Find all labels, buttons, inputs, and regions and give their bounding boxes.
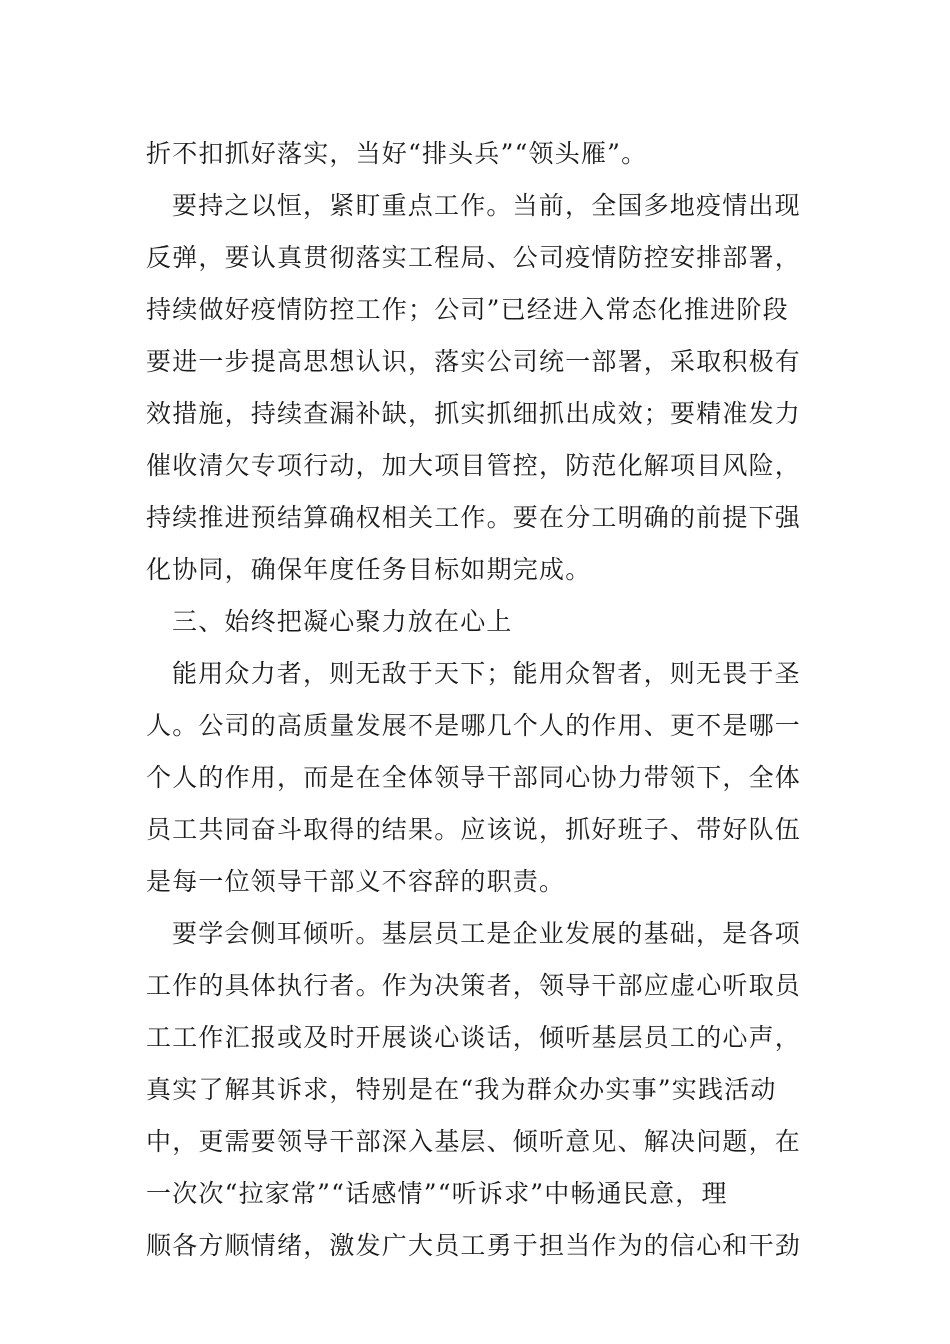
text-line: 员工共同奋斗取得的结果。应该说，抓好班子、带好队伍 <box>146 815 802 844</box>
text-line: 是每一位领导干部义不容辞的职责。 <box>146 867 566 896</box>
text-line: 化协同，确保年度任务目标如期完成。 <box>146 555 592 584</box>
text-line: 个人的作用，而是在全体领导干部同心协力带领下，全体 <box>146 763 802 792</box>
text-line: 真实了解其诉求，特别是在“我为群众办实事”实践活动 <box>146 1075 777 1104</box>
text-line: 中，更需要领导干部深入基层、倾听意见、解决问题，在 <box>146 1127 802 1156</box>
text-line: 工作的具体执行者。作为决策者，领导干部应虚心听取员 <box>146 971 802 1000</box>
text-line: 持续推进预结算确权相关工作。要在分工明确的前提下强 <box>146 503 802 532</box>
text-line: 效措施，持续查漏补缺，抓实抓细抓出成效；要精准发力 <box>146 399 802 428</box>
text-line: 一次次“拉家常”“话感情”“听诉求”中畅通民意，理 <box>146 1179 728 1208</box>
paragraph-start-line: 能用众力者，则无敌于天下；能用众智者，则无畏于圣 <box>172 659 801 688</box>
text-line: 顺各方顺情绪，激发广大员工勇于担当作为的信心和干劲 <box>146 1231 802 1260</box>
text-line: 要进一步提高思想认识，落实公司统一部署，采取积极有 <box>146 347 802 376</box>
paragraph-start-line: 要学会侧耳倾听。基层员工是企业发展的基础，是各项 <box>172 919 801 948</box>
body-text <box>146 128 806 1272</box>
paragraph-start-line: 要持之以恒，紧盯重点工作。当前，全国多地疫情出现 <box>172 191 801 220</box>
text-line: 人。公司的高质量发展不是哪几个人的作用、更不是哪一 <box>146 711 802 740</box>
text-line: 持续做好疫情防控工作；公司”已经进入常态化推进阶段 <box>146 295 789 324</box>
section-heading: 三、始终把凝心聚力放在心上 <box>172 607 513 636</box>
text-line: 工工作汇报或及时开展谈心谈话，倾听基层员工的心声， <box>146 1023 802 1052</box>
text-line: 反弹，要认真贯彻落实工程局、公司疫情防控安排部署， <box>146 243 802 272</box>
text-line: 催收清欠专项行动，加大项目管控，防范化解项目风险， <box>146 451 802 480</box>
text-line: 折不扣抓好落实，当好“排头兵”“领头雁”。 <box>146 139 648 168</box>
